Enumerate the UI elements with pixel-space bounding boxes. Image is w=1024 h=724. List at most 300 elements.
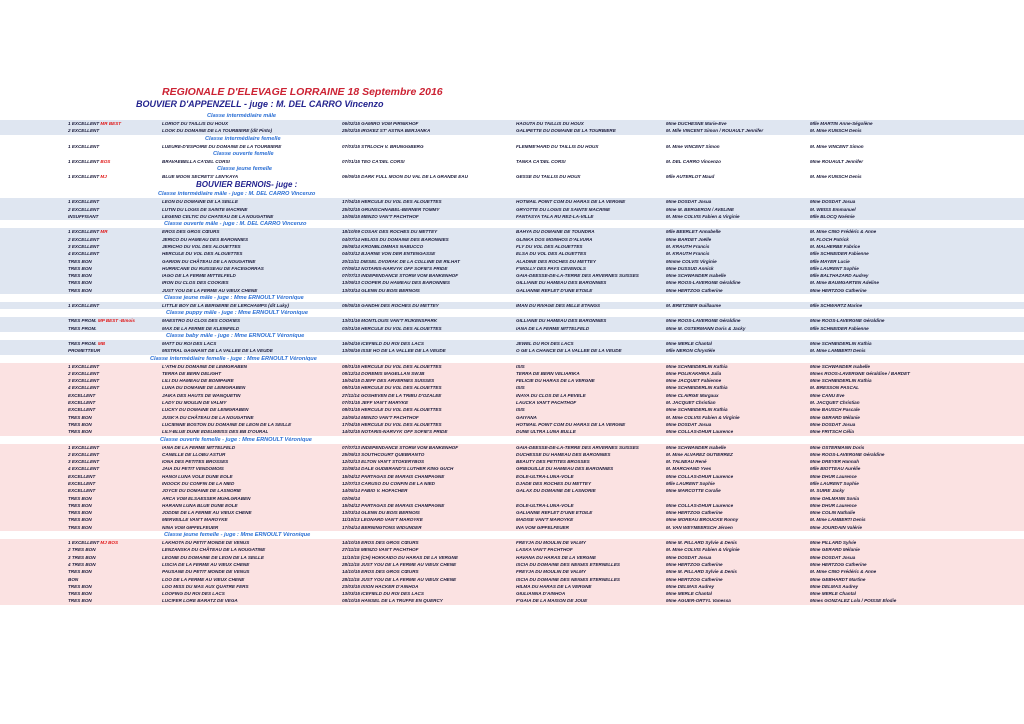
rating-label: TRES BON [68,598,92,604]
dam: JEWEL DU ROI DES LACS [516,340,574,346]
dam: GAIA-DEESSE-DE-LA-TERRE DES ARVERNES SUISSES [516,273,639,279]
rating [68,576,160,583]
breeder: M. BRETZNER Guillaume [666,303,721,309]
dog-name: HANOI LUNA VOLE DUNE EOLE [162,473,233,479]
table-row [0,451,1024,458]
table-row [0,597,1024,604]
rating-label: 4 EXCELLENT [68,385,100,391]
rating [68,583,160,590]
dog-name: LENZANSKA DU CHÂTEAU DE LA NOUGATINE [162,547,266,553]
rating [68,340,160,347]
rating-label: 1 EXCELLENT [68,363,100,369]
dam: TERRA DE BERN VELIARIKA [516,370,580,376]
breeder: M. DEL CARRO Vincenzo [666,158,721,164]
birth-sire: 14/05/14 FABIO V. HOFACHER [342,488,408,494]
dog-name: LITTLE BOY DE LA BERGERIE DE LERCHAMPS (dit Luky) [162,303,289,309]
rating [68,228,160,235]
breeder: Mlle NERON Chrystèle [666,348,716,354]
dog-name: LUNA DU DOMAINE DE LEIMGRABEN [162,385,246,391]
breeder: M. VAN WEYMEERSCH Jéroen [666,524,733,530]
table-row [0,228,1024,235]
breeder: Mme SCHNEIDERLIN Kathia [666,363,728,369]
rating [68,487,160,494]
birth-sire: 18/10/09 COSAK DES ROCHES DU METTEY [342,229,438,235]
owner: Mme OHLMANN Sonia [810,495,860,501]
birth-sire: 27/11/14 GOSHEVEN DE LA TRIBU D'OZALEE [342,392,442,398]
class-heading: Classe intermédiaire femelle [205,135,281,142]
birth-sire: 06/09/15 DARK FULL MOON DU VAL DE LA GRANDE EAU [342,174,468,180]
birth-sire: 23/03/15 IXION HACKER D'AINHOA [342,583,419,589]
table-row [0,127,1024,134]
rating-label: 3 EXCELLENT [68,459,100,465]
rating-label: 1 EXCELLENT [68,229,100,235]
dog-name: LEONIE DU DOMAINE DE LEON DE LA SEILLE [162,554,264,560]
dog-name: ARCA VOM ELSAESSER MUHLGRABEN [162,495,251,501]
birth-sire: 13/09/13 COOPER DU HAMEAU DES BARONNIES [342,280,450,286]
rating-label: 1 EXCELLENT [68,143,100,149]
dog-name: LORIOT DU TAILLIS DU HOUX [162,121,229,126]
rating [68,539,160,546]
rating-label: 2 EXCELLENT [68,451,100,457]
birth-sire: 08/01/15 HERCULE DU VOL DES ALOUETTES [342,385,442,391]
birth-sire: 11/10/13 LEONARD VAN'T MAROYKE [342,517,423,523]
breeder: M. Mme COLVIS Fabien & Virginie [666,547,740,553]
owner: Mlle BLOCQ Noémie [810,214,855,220]
dog-name: MAESTRO DU CLOS DES COOKIES [162,318,241,324]
owner: Mme GEBHARDT Martine [810,576,866,582]
dam: ISCIA DU DOMAINE DES NEIGES ETERNELLES [516,561,620,567]
dog-name: LOO DE LA FERME AU VIEUX CHENE [162,576,245,582]
dam: GLINKA DOS MOINHOS D'ALVURA [516,236,593,242]
table-row [0,384,1024,391]
dam: FLEMME'HARD DU TAILLIS DU HOUX [516,143,599,149]
rating [68,444,160,451]
dam: TANKA CA'DEL CORSI [516,158,566,164]
rating [68,363,160,370]
table-row [0,279,1024,286]
birth-sire: 10/05/15 MENZO VAN'T PACHTHOF [342,214,419,220]
dam: ISCIA DU DOMAINE DES NEIGES ETERNELLES [516,576,620,582]
rating [68,213,160,220]
rating-label: 2 EXCELLENT [68,206,100,212]
dog-name: JERICHO DU VOL DES ALOUETTES [162,243,241,249]
dog-name: INOOCK DU CONFIN DE LA NIED [162,480,235,486]
dog-name: LOOFING DU ROI DES LACS [162,591,225,597]
table-row [0,143,1024,150]
dam: EOLE-ULTRA-LUNA-VOLE [516,473,574,479]
breeder: Mme M. PILLARD Sylvie & Denis [666,540,737,546]
rating [68,597,160,604]
dog-name: JOYCE DU DOMAINE DE LASNORIE [162,488,242,494]
table-row [0,243,1024,250]
dam: IANA DE LA FERME MITTELFELD [516,325,590,331]
breeder: M. Mme COLVIS Fabien & Virginie [666,414,740,420]
rating-label: BON [68,576,79,582]
rating-label: TRES BON [68,517,92,523]
breeder: M. MARCHAND Yves [666,466,712,472]
table-row [0,325,1024,332]
dam: HILMA DU HARAS DE LA VERGNE [516,583,592,589]
rating [68,198,160,205]
birth-sire: 25/02/15 GRUNSCHNABEL-BERNER TOMMY [342,206,440,212]
rating [68,451,160,458]
breeder: Mme SCHWANDER Isabelle [666,273,726,279]
owner: Mme DOSDAT Josua [810,421,856,427]
rating-label: EXCELLENT [68,400,96,406]
owner: Mlle LAURENT Sophie [810,480,859,486]
table-row [0,495,1024,502]
birth-sire: 04/07/14 HELIOS DU DOMAINE DES BARONNIES [342,236,449,242]
table-row [0,213,1024,220]
dog-name: LOOK DU DOMAINE DE LA TOURBIERE (dit Pinto) [162,128,272,134]
birth-sire: 16/04/16 ICEFIELD DU ROI DES LACS [342,340,424,346]
dam: GALIANNE REFLET D'UNE ETOILE [516,287,593,293]
rating-label: EXCELLENT [68,488,96,494]
rating [68,414,160,421]
table-row [0,317,1024,324]
dog-name: LEON DU DOMAINE DE LA SEILLE [162,199,238,205]
breeder: Mlle LAURENT Sophie [666,480,715,486]
dam: GESSE DU TAILLIS DU HOUX [516,174,581,180]
rating [68,524,160,531]
dam: DJADE DES ROCHES DU METTEY [516,480,592,486]
rating-label: TRES BON [68,273,92,279]
owner: Mlle SCHWARTZ Marine [810,303,863,309]
breeder: Mme DELMAS Audrey [666,583,715,589]
dam: DUCHESSE DU HAMEAU DES BARONNIES [516,451,611,457]
owner: Mme MERLE Chantal [810,591,856,597]
table-row [0,120,1024,127]
table-row [0,340,1024,347]
birth-sire: 20/11/11 DIESEL DVORAK DE LA COLLINE DE RILHAT [342,258,460,264]
table-row [0,287,1024,294]
breeder: M. Mlle VINCENT Simon / ROUAULT Jennifer [666,128,764,134]
table-row [0,206,1024,213]
table-row [0,428,1024,435]
dog-name: MERVEILLE VAN'T MAROYKE [162,517,228,523]
dam: BAHYA DU DOMAINE DE TOUNDRA [516,229,595,235]
rating-label: 1 EXCELLENT [68,444,100,450]
dog-name: LISCIA DE LA FERME AU VIEUX CHENE [162,561,250,567]
owner: Mlle BIOTTEAU Aurélie [810,466,861,472]
table-row [0,250,1024,257]
birth-sire: 14/10/15 EROS DES GROS CŒURS [342,540,419,546]
breeder: Mme MERLE Chantal [666,591,712,597]
dam: FLY DU VOL DES ALOUETTES [516,243,583,249]
rating [68,495,160,502]
rating-label: 3 EXCELLENT [68,243,100,249]
rating-label: 2 EXCELLENT [68,370,100,376]
table-row [0,158,1024,165]
owner: Mlle SCHNEIDER Fabienne [810,325,869,331]
rating-label: TRES BON [68,265,92,271]
dam: HAVANA DU HARAS DE LA VERGNE [516,554,596,560]
table-row [0,568,1024,575]
table-row [0,258,1024,265]
owner: M. Mme KUNSCH Denis [810,128,862,134]
birth-sire: 13/01/16 MONTLOUIS VAN'T RIJKENSPARK [342,318,438,324]
dog-name: JAIA DU PETIT VENDOMOIS [162,466,224,472]
owner: M. BRESSON PASCAL [810,385,859,391]
birth-sire: 12/07/13 CARUSO DU CONFIN DE LA NIED [342,480,435,486]
dam: INA VOM GIPFELFEUER [516,524,569,530]
owner: Mme DHUR Laurence [810,502,857,508]
owner: M. Mme CINO Frédéric & Anne [810,229,877,235]
class-heading: Classe ouverte femelle - juge : Mme ERNOULT Véronique [160,436,312,443]
dog-name: IAGO DE LA FERME MITTELFELD [162,273,236,279]
dog-name: MATT DU ROI DES LACS [162,340,217,346]
table-row [0,458,1024,465]
owner: M. FLOCH Patrick [810,236,849,242]
table-row [0,272,1024,279]
table-row [0,370,1024,377]
dam: MADISE VAN'T MAROYKE [516,517,574,523]
rating-label: INSUFFISANT [68,214,99,220]
rating [68,243,160,250]
rating-label: 2 EXCELLENT [68,128,100,134]
breeder: Mme HERTZOG Catherine [666,510,723,516]
rating [68,317,160,324]
birth-sire: 15/04/12 PARTAGAS DE MARAIS CHAMPAGNE [342,502,445,508]
owner: Mme GERARD Mélanie [810,414,860,420]
dog-name: LEGEND CELTIC DU CHATEAU DE LA NOUGATINE [162,214,274,220]
dog-name: LOO MISS DU MAS AUX QUATRE FERS [162,583,249,589]
rating [68,502,160,509]
award-badge: MB [96,340,106,346]
breeder: Mme SCHWANDER Isabelle [666,444,726,450]
dog-name: PAUSANE DU PETIT MONDE DE VENUS [162,569,250,575]
breeder: Mme COLLAS-DHUR Laurence [666,473,734,479]
table-row [0,554,1024,561]
rating-label: 1 EXCELLENT [68,199,100,205]
owner: Mme DREYER Hannah [810,459,860,465]
dam: FANTASYA TALA RU REZ-LA-VILLE [516,214,594,220]
dog-name: LUEURE-D'ESPOIRE DU DOMAINE DE LA TOURBIERE [162,143,282,149]
table-row [0,414,1024,421]
rating [68,325,160,332]
birth-sire: 28/11/15 JUST YOU DE LA FERME AU VIEUX CHENE [342,576,457,582]
dam: IMAN DU RIVAGE DES MILLE ETANGS [516,303,601,309]
breeder: Mme DUCHESNE Marie-Eve [666,121,727,126]
owner: Mme ROOS-LAVERGNE Géraldine [810,318,885,324]
dog-name: L'ATHI DU DOMAINE DE LEIMGRABEN [162,363,247,369]
owner: M. Mme BAUMGARTEN Adeline [810,280,879,286]
owner: Mme DELMAS Audrey [810,583,859,589]
rating [68,406,160,413]
dog-name: IANA DE LA FERME MITTELFELD [162,444,236,450]
birth-sire: 25/02/15 IROKEZ ST' ASTNA BERJANKA [342,128,431,134]
table-row [0,480,1024,487]
breeder: Mmme COLVIS Virginie [666,258,717,264]
rating [68,127,160,134]
dam: BEAUTY DES PETITES BROSSES [516,459,590,465]
birth-sire: 31/08/14 DALE GUDBRAND'S LUTHER KING GUCH [342,466,454,472]
birth-sire: 15/04/12 PARTAGAS DE MARAIS CHAMPAGNE [342,473,445,479]
dog-name: EROS DES GROS CŒURS [162,229,220,235]
breeder: Mme COLLAS-DHUR Laurence [666,429,734,435]
dam: ISIS [516,363,525,369]
birth-sire: 02/06/14 [342,495,360,501]
rating [68,265,160,272]
birth-sire: 11/10/15 (CH) HOKKAIDO DU HARAS DE LA VERGNE [342,554,458,560]
rating [68,206,160,213]
birth-sire: 08/10/15 HANSEL DE LA TRUFFE EN QUERCY [342,598,443,604]
table-row [0,377,1024,384]
rating-label: TRES PROM. [68,325,97,331]
rating-label: TRES BON [68,258,92,264]
breeder: Mme HERTZOG Catherine [666,576,723,582]
rating-label: 1 EXCELLENT [68,303,100,309]
table-row [0,509,1024,516]
table-row [0,399,1024,406]
breeder: Mme ROOS-LAVERGNE Géraldine [666,318,741,324]
table-row [0,265,1024,272]
owner: Mme SCHWANDER Isabelle [810,363,870,369]
owner: M. Mme VINCENT Simon [810,143,864,149]
owner: M. SUIRE Jacky [810,488,845,494]
owner: Mlle MAYER Lucie [810,258,850,264]
rating [68,143,160,150]
rating [68,568,160,575]
breeder: M. Mme ALVAREZ GUTIERREZ [666,451,733,457]
rating [68,377,160,384]
rating [68,347,160,354]
dog-name: LAKHOTA DU PETIT MONDE DE VENUS [162,540,250,546]
owner: M. MALHERBE Fabrice [810,243,861,249]
owner: Mme JOURDAIN Valérie [810,524,862,530]
dog-name: LUCIFER LORE BARATZ DE VEGA [162,598,238,604]
rating [68,473,160,480]
class-heading: Classe baby mâle - juge : Mme ERNOULT Véronique [166,332,305,339]
birth-sire: 14/02/15 NOTARIS-NARVYK OFF SOFIE'S PRIDE [342,429,448,435]
class-heading: Classe jeune femelle - juge : Mme ERNOULT Véronique [164,532,311,539]
rating-label: TRES BON [68,569,92,575]
award-badge: MR BEST [99,121,122,126]
birth-sire: 04/03/12 BJARNE VON DER ENTENGASSE [342,251,436,257]
rating-label: EXCELLENT [68,407,96,413]
table-row [0,583,1024,590]
owner: Mmes ROOS-LAVERGNE Géraldine / BARDET [810,370,910,376]
rating-label: 1 EXCELLENT [68,540,100,546]
rating [68,554,160,561]
owner: Mlle BALTHAZARD Audrey [810,273,869,279]
table-row [0,546,1024,553]
class-heading: Classe ouverte mâle - juge : M. DEL CARRO Vincenzo [164,221,307,228]
dog-name: LUCIENNE BOSTON DU DOMAINE DE LEON DE LA SEILLE [162,421,292,427]
class-heading: Classe intermédiaire femelle - juge : Mme ERNOULT Véronique [150,355,317,362]
dam: GAIYANA [516,414,537,420]
breeder: Mme COLLAS-DHUR Laurence [666,502,734,508]
breeder: Mme AGUER-ORTYL Vanessa [666,598,731,604]
rating [68,272,160,279]
rating [68,561,160,568]
class-heading: BOUVIER BERNOIS- juge : [196,180,298,190]
dog-name: IONA DES PETITES BROSSES [162,459,229,465]
rating-label: 1 EXCELLENT [68,121,100,126]
award-badge: MJ BOS [99,540,119,546]
owner: M. Mme LAMBERTI Denis [810,517,866,523]
dam: GIULIANNA D'AINHOA [516,591,566,597]
breeder: Mme M. BERGERON / AVELINE [666,206,734,212]
table-row [0,236,1024,243]
rating [68,236,160,243]
class-heading: Classe intermédiaire mâle [207,113,277,119]
dog-name: LUCKY DU DOMAINE DE LEIMGRABEN [162,407,249,413]
birth-sire: 25/09/13 SOUTHCOURT QUEBRANTO [342,451,425,457]
birth-sire: 17/04/14 BERNINGTONS WIDUNDER [342,524,422,530]
table-row [0,539,1024,546]
table-row [0,561,1024,568]
dam: GALIANNE REFLET D'UNE ETOILE [516,510,593,516]
dam: DUNE ULTRA LUNA BULLE [516,429,576,435]
rating-label: TRES PROM. [68,318,97,324]
dog-name: JERICO DU HAMEAU DES BARONNIES [162,236,249,242]
breeder: Mme POLIKAKHINA Julia [666,370,722,376]
birth-sire: 07/01/15 JEFF VAN'T MARYKE [342,400,409,406]
owner: Mme DOSDAT Josua [810,199,856,205]
award-badge: BOS [99,158,111,164]
dam: ISIS [516,407,525,413]
breeder: Mme HERTZOG Catherine [666,561,723,567]
birth-sire: 17/04/15 HERCULE DU VOL DES ALOUETTES [342,199,442,205]
rating-label: 2 EXCELLENT [68,236,100,242]
rating-label: TRES BON [68,414,92,420]
birth-sire: 06/02/15 GAMIRO VOM PIRNIKHOF [342,121,419,126]
birth-sire: 05/05/15 GANDHI DES ROCHES DU METTEY [342,303,439,309]
table-row [0,406,1024,413]
birth-sire: 07/09/12 NOTARIS-NARVYK OFF SOFIE'S PRIDE [342,265,448,271]
dog-name: LILI DU HAMEAU DE BONIPAIRE [162,378,234,384]
breeder: Mme MERLE Chantal [666,340,712,346]
birth-sire: 08/01/15 HERCULE DU VOL DES ALOUETTES [342,363,442,369]
rating [68,250,160,257]
rating-label: TRES BON [68,280,92,286]
breeder: Mme HERTZOG Catherine [666,287,723,293]
owner: Mmes GONZALEZ Lola / POISSE Elodie [810,598,897,604]
owner: Mme COLIN Nathalie [810,510,856,516]
breeder: Mme DOSDAT Josua [666,421,712,427]
rating-label: TRES BON [68,429,92,435]
owner: Mme HERTZOG Catherine [810,287,867,293]
breeder: M. KRAUTH Francis [666,251,710,257]
rating-label: TRES BON [68,524,92,530]
rating-label: 2 TRES BON [68,547,96,553]
dog-name: IRON DU CLOS DES COOKIES [162,280,229,286]
dam: ALADINE DES ROCHES DU METTEY [516,258,596,264]
class-heading: Classe ouverte femelle [213,150,274,157]
rating [68,158,160,165]
rating-label: TRES BON [68,287,92,293]
breeder: M. KRAUTH Francis [666,243,710,249]
rating-label: EXCELLENT [68,480,96,486]
breeder: Mme DUSSUD Annick [666,265,714,271]
rating-label: EXCELLENT [68,473,96,479]
table-row [0,421,1024,428]
birth-sire: 27/11/15 MENZO VAN'T PACHTHOF [342,547,419,553]
table-row [0,173,1024,180]
table-row [0,576,1024,583]
breeder: Mme BARDET Joëlle [666,236,712,242]
dog-name: TERRA DE BERN DELIGHT [162,370,222,376]
rating-label: 4 EXCELLENT [68,466,100,472]
dog-name: BLUE MOON SECRETS' LEN'KAYA [162,174,239,180]
birth-sire: 08/12/14 DOREMIS MAGELLAN SWJB [342,370,425,376]
breeder: Mme CLAIRGE Margaux [666,392,719,398]
class-heading: Classe intermédiaire mâle - juge : M. DEL CARRO Vincenzo [158,191,316,198]
breeder: Mme DOSDAT Josua [666,554,712,560]
owner: Mme FRITSCH Célia [810,429,854,435]
birth-sire: 08/01/15 HERCULE DU VOL DES ALOUETTES [342,407,442,413]
